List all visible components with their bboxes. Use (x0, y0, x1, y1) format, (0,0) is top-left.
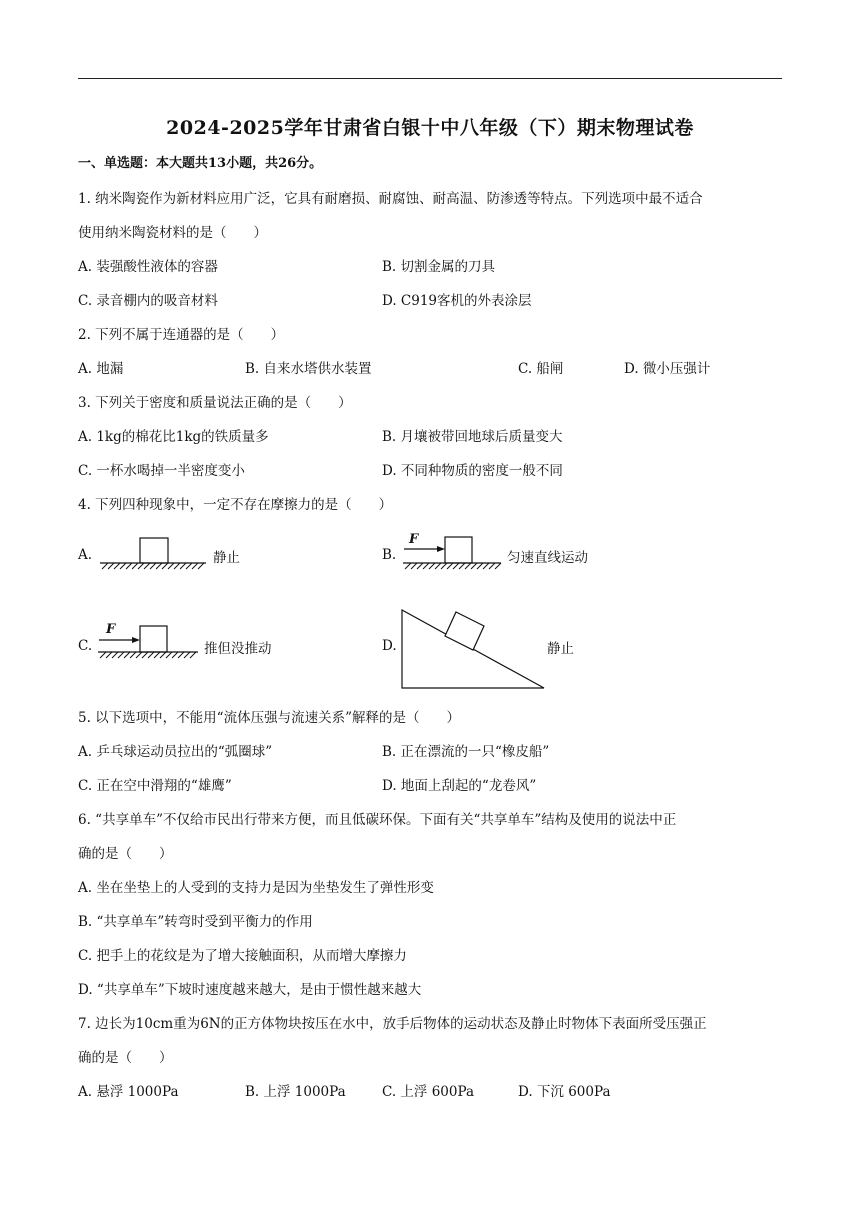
q7-option-b: B. 上浮 1000Pa (245, 1084, 346, 1100)
q1-option-c: C. 录音棚内的吸音材料 (78, 293, 218, 309)
q4-option-c-figure (96, 620, 202, 662)
section-heading: 一、单选题：本大题共13小题，共26分。 (78, 156, 323, 171)
q4-option-a-caption: 静止 (213, 550, 240, 566)
force-label-c: F (106, 622, 116, 637)
q6-option-d: D. “共享单车”下坡时速度越来越大，是由于惯性越来越大 (78, 982, 422, 998)
q2-option-a: A. 地漏 (78, 361, 124, 377)
q4-option-c-caption: 推但没推动 (204, 641, 272, 657)
q4-option-b-caption: 匀速直线运动 (507, 550, 588, 566)
q3-option-a: A. 1kg的棉花比1kg的铁质量多 (78, 429, 269, 445)
question-4-line-1: 4. 下列四种现象中，一定不存在摩擦力的是（ ） (78, 497, 393, 513)
q5-option-b: B. 正在漂流的一只“橡皮船” (382, 744, 550, 760)
header-rule (78, 78, 782, 79)
q4-option-a-label: A. (78, 547, 93, 563)
question-6-line-1: 6. “共享单车”不仅给市民出行带来方便，而且低碳环保。下面有关“共享单车”结构及使用的说法中正 (78, 812, 677, 828)
q1-option-b: B. 切割金属的刀具 (382, 259, 496, 275)
question-1-line-2: 使用纳米陶瓷材料的是（ ） (78, 225, 267, 241)
q3-option-d: D. 不同种物质的密度一般不同 (382, 463, 563, 479)
q4-option-b-figure (401, 530, 513, 577)
force-label-b: F (409, 532, 419, 547)
q1-option-d: D. C919客机的外表涂层 (382, 293, 532, 309)
q5-option-c: C. 正在空中滑翔的“雄鹰” (78, 778, 232, 794)
q7-option-a: A. 悬浮 1000Pa (78, 1084, 179, 1100)
q7-option-c: C. 上浮 600Pa (382, 1084, 475, 1100)
q2-option-b: B. 自来水塔供水装置 (245, 361, 372, 377)
q4-option-c-label: C. (78, 638, 93, 654)
q6-option-b: B. “共享单车”转弯时受到平衡力的作用 (78, 914, 313, 930)
question-2-line-1: 2. 下列不属于连通器的是（ ） (78, 327, 285, 343)
q4-option-a-figure (98, 537, 208, 577)
question-1-line-1: 1. 纳米陶瓷作为新材料应用广泛，它具有耐磨损、耐腐蚀、耐高温、防渗透等特点。下列选项中最不适合 (78, 191, 703, 207)
q4-option-d-figure (400, 604, 550, 690)
q6-option-a: A. 坐在坐垫上的人受到的支持力是因为坐垫发生了弹性形变 (78, 880, 434, 896)
question-3-line-1: 3. 下列关于密度和质量说法正确的是（ ） (78, 395, 352, 411)
q3-option-b: B. 月壤被带回地球后质量变大 (382, 429, 563, 445)
question-5-line-1: 5. 以下选项中，不能用“流体压强与流速关系”解释的是（ ） (78, 710, 460, 726)
q7-option-d: D. 下沉 600Pa (518, 1084, 611, 1100)
page-title: 2024-2025学年甘肃省白银十中八年级（下）期末物理试卷 (166, 117, 694, 139)
question-7-line-1: 7. 边长为10cm重为6N的正方体物块按压在水中，放手后物体的运动状态及静止时物体下表面所受压强正 (78, 1016, 707, 1032)
q4-option-b-label: B. (382, 547, 397, 563)
q5-option-a: A. 乒乓球运动员拉出的“弧圈球” (78, 744, 273, 760)
q5-option-d: D. 地面上刮起的“龙卷风” (382, 778, 537, 794)
q2-option-d: D. 微小压强计 (624, 361, 711, 377)
question-6-line-2: 确的是（ ） (78, 846, 173, 862)
q3-option-c: C. 一杯水喝掉一半密度变小 (78, 463, 245, 479)
question-7-line-2: 确的是（ ） (78, 1050, 173, 1066)
q4-option-d-caption: 静止 (547, 641, 574, 657)
q1-option-a: A. 装强酸性液体的容器 (78, 259, 218, 275)
q4-option-d-label: D. (382, 638, 397, 654)
q2-option-c: C. 船闸 (518, 361, 564, 377)
q6-option-c: C. 把手上的花纹是为了增大接触面积，从而增大摩擦力 (78, 948, 407, 964)
